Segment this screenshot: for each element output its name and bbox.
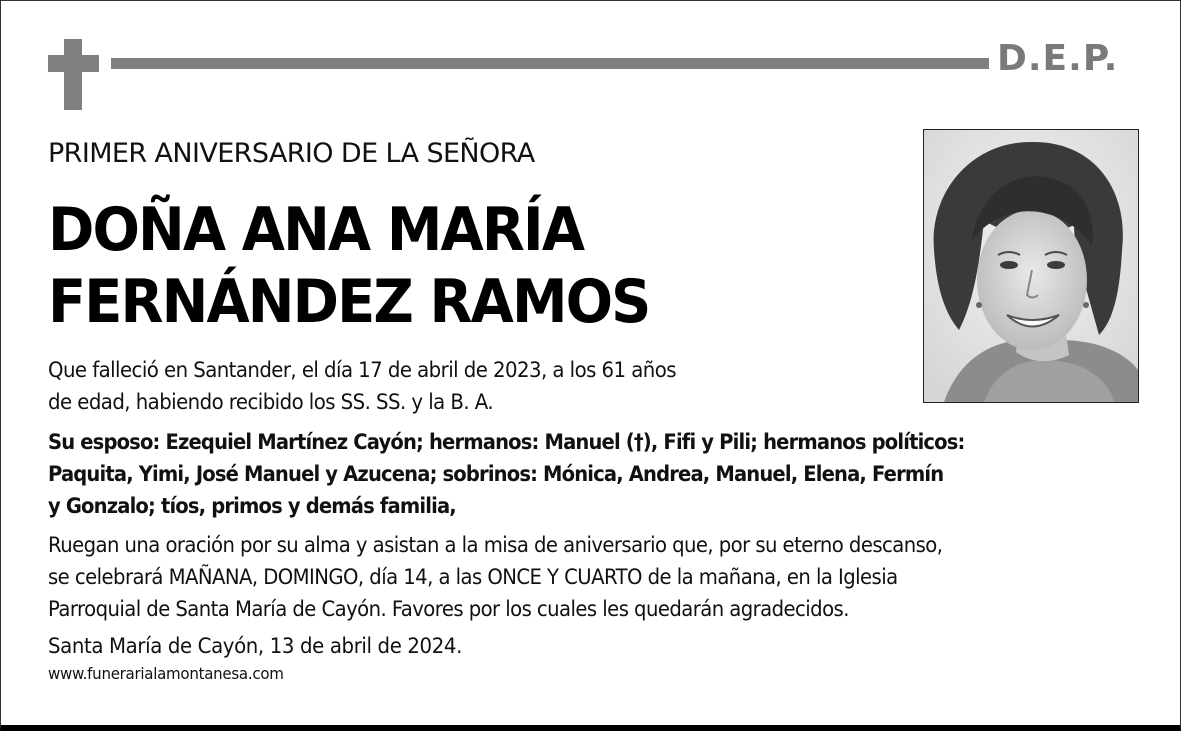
deceased-name-line-2: FERNÁNDEZ RAMOS bbox=[48, 267, 650, 337]
header-rule bbox=[111, 58, 989, 69]
family-members-text bbox=[48, 426, 965, 522]
request-line: Parroquial de Santa María de Cayón. Favores por los cuales les quedarán agradecidos. bbox=[48, 597, 849, 621]
website-link[interactable]: www.funerarialamontanesa.com bbox=[48, 664, 284, 683]
family-line: y Gonzalo; tíos, primos y demás familia, bbox=[48, 494, 456, 518]
mass-request-text bbox=[48, 529, 942, 625]
dep-label: D.E.P. bbox=[997, 38, 1119, 79]
request-line: Ruegan una oración por su alma y asistan a la misa de aniversario que, por su eterno descanso, bbox=[48, 533, 943, 557]
cross-horizontal-bar bbox=[48, 55, 99, 72]
death-notice-text bbox=[48, 354, 676, 418]
deceased-name-line-1: DOÑA ANA MARÍA bbox=[48, 195, 584, 265]
family-line: Paquita, Yimi, José Manuel y Azucena; sobrinos: Mónica, Andrea, Manuel, Elena, Fermín bbox=[48, 462, 944, 486]
intro-line: Que falleció en Santander, el día 17 de abril de 2023, a los 61 años bbox=[48, 358, 676, 382]
request-line: se celebrará MAÑANA, DOMINGO, día 14, a las ONCE Y CUARTO de la mañana, en la Iglesia bbox=[48, 565, 898, 589]
intro-line: de edad, habiendo recibido los SS. SS. y la B. A. bbox=[48, 390, 494, 414]
family-line: Su esposo: Ezequiel Martínez Cayón; hermanos: Manuel (†), Fifi y Pili; hermanos políticos: bbox=[48, 430, 965, 454]
cross-vertical-bar bbox=[64, 39, 82, 110]
portrait-photo bbox=[923, 129, 1139, 403]
anniversary-subtitle: PRIMER ANIVERSARIO DE LA SEÑORA bbox=[48, 138, 535, 169]
place-and-date: Santa María de Cayón, 13 de abril de 2024. bbox=[48, 634, 463, 658]
portrait-image bbox=[924, 130, 1138, 402]
